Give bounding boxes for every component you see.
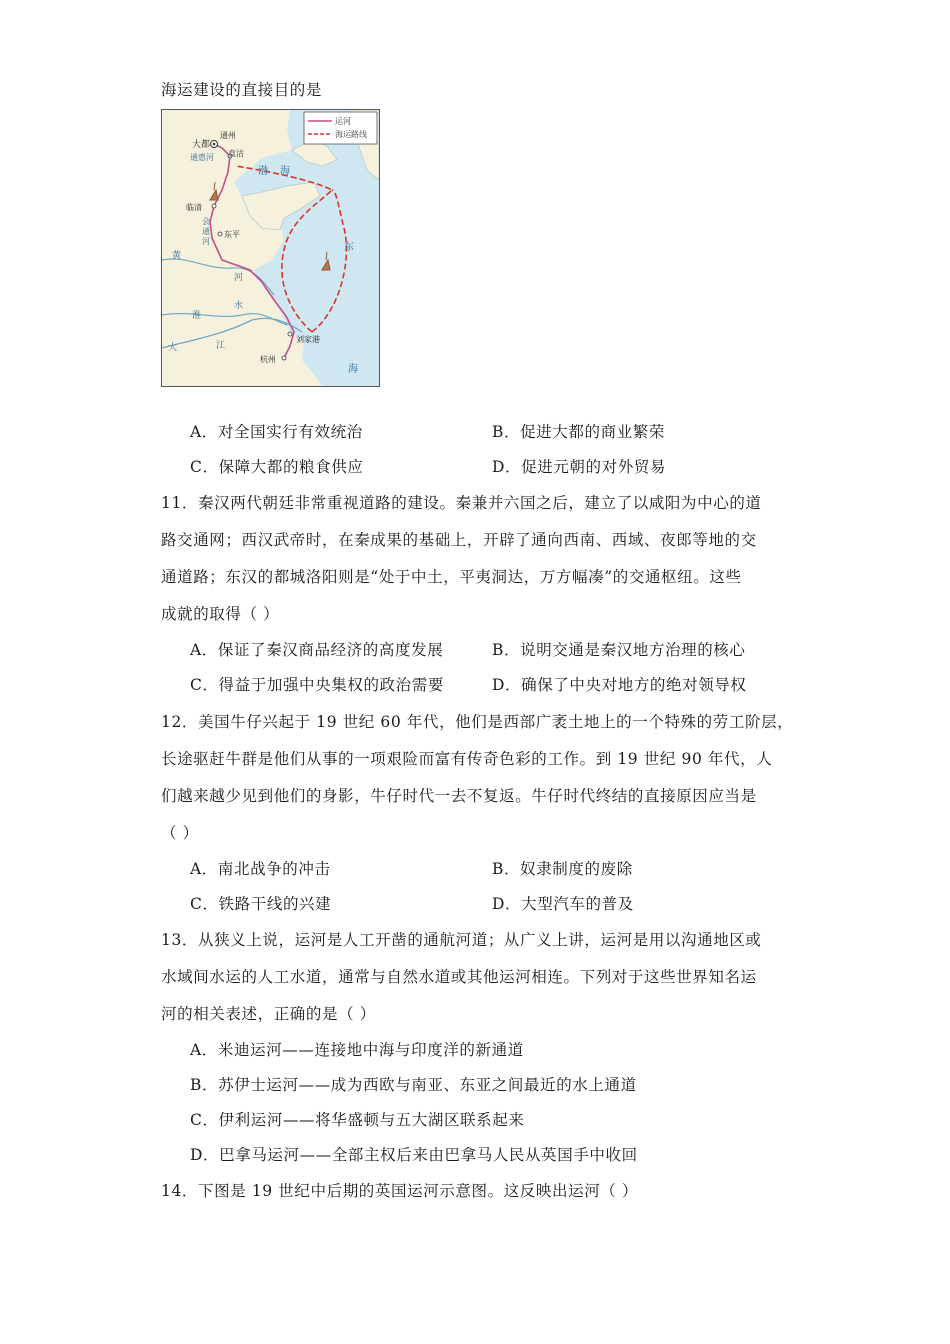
city-marker [218, 232, 222, 236]
label-he: 河 [234, 273, 244, 283]
q11-option-b: B．说明交通是秦汉地方治理的核心 [492, 641, 746, 659]
label-hangzhou: 杭州 [260, 355, 276, 364]
label-linqing: 临清 [186, 203, 202, 212]
q13-stem-line: 河的相关表述，正确的是（ ） [161, 1005, 376, 1023]
q13-option-d: D．巴拿马运河——全部主权后来由巴拿马人民从英国手中收回 [190, 1146, 638, 1164]
q12-option-d: D．大型汽车的普及 [492, 895, 634, 913]
q11-option-a: A．保证了秦汉商品经济的高度发展 [190, 641, 444, 659]
q13-stem-line: 13．从狭义上说，运河是人工开凿的通航河道；从广义上讲，运河是用以沟通地区或 [161, 931, 762, 949]
ship-icon [210, 182, 218, 200]
label-tongzhou: 通州 [220, 131, 236, 140]
label-dadu: 大都 [192, 140, 211, 150]
city-marker [282, 356, 286, 360]
label-liujiagang: 刘家港 [296, 335, 320, 344]
label-da: 大 [168, 343, 178, 353]
city-marker [288, 332, 292, 336]
label-huitong-1: 会 [202, 217, 210, 226]
city-marker [212, 204, 216, 208]
label-bohai-1: 渤 [258, 166, 268, 177]
q11-stem-line: 通道路；东汉的都城洛阳则是“处于中土，平夷洞达，万方幅凑”的交通枢纽。这些 [161, 568, 742, 586]
question-10-stem: 海运建设的直接目的是 [161, 81, 323, 99]
q12-stem-line: 们越来越少见到他们的身影，牛仔时代一去不复返。牛仔时代终结的直接原因应当是 [161, 787, 757, 805]
q10-option-b: B．促进大都的商业繁荣 [492, 423, 665, 441]
label-dongping: 东平 [224, 230, 240, 239]
yuan-canal-sea-route-map [161, 109, 380, 387]
q10-option-d: D．促进元朝的对外贸易 [492, 458, 667, 476]
q11-stem-line: 路交通网；西汉武帝时，在秦成果的基础上，开辟了通向西南、西域、夜郎等地的交 [161, 531, 757, 549]
legend-route-label: 海运路线 [335, 130, 367, 139]
label-sea-bottom: 海 [348, 364, 358, 375]
legend-canal-label: 运河 [335, 117, 351, 126]
q12-option-b: B．奴隶制度的废除 [492, 860, 633, 878]
label-zhigu: 直沽 [228, 149, 244, 158]
label-tonghui-river: 通惠河 [190, 153, 214, 162]
label-dong: 东 [344, 242, 354, 253]
label-huang: 黄 [172, 251, 182, 261]
label-huitong-3: 河 [202, 237, 210, 246]
q11-option-d: D．确保了中央对地方的绝对领导权 [492, 676, 747, 694]
label-jiang: 江 [216, 341, 226, 351]
label-huai: 淮 [192, 311, 202, 321]
q12-stem-line: 12．美国牛仔兴起于 19 世纪 60 年代，他们是西部广袤土地上的一个特殊的劳工阶层， [161, 713, 794, 731]
q11-stem-line: 成就的取得（ ） [161, 605, 280, 623]
label-shui: 水 [234, 301, 244, 311]
q13-option-a: A．米迪运河——连接地中海与印度洋的新通道 [190, 1041, 524, 1059]
q10-option-a: A．对全国实行有效统治 [190, 423, 363, 441]
q13-stem-line: 水域间水运的人工水道，通常与自然水道或其他运河相连。下列对于这些世界知名运 [161, 968, 757, 986]
q12-option-a: A．南北战争的冲击 [190, 860, 331, 878]
label-huitong-2: 通 [202, 227, 210, 236]
q11-stem-line: 11．秦汉两代朝廷非常重视道路的建设。秦兼并六国之后，建立了以咸阳为中心的道 [161, 494, 762, 512]
q14-stem-line: 14．下图是 19 世纪中后期的英国运河示意图。这反映出运河（ ） [161, 1182, 639, 1200]
q12-stem-line: 长途驱赶牛群是他们从事的一项艰险而富有传奇色彩的工作。到 19 世纪 90 年代，人 [161, 750, 773, 768]
huai-river [162, 314, 287, 325]
q13-option-b: B．苏伊士运河——成为西欧与南亚、东亚之间最近的水上通道 [190, 1076, 637, 1094]
q12-option-c: C．铁路干线的兴建 [190, 895, 332, 913]
q13-option-c: C．伊利运河——将华盛顿与五大湖区联系起来 [190, 1111, 525, 1129]
q10-option-c: C．保障大都的粮食供应 [190, 458, 364, 476]
q12-stem-line: （ ） [161, 824, 199, 842]
q11-option-c: C．得益于加强中央集权的政治需要 [190, 676, 444, 694]
label-bohai-2: 海 [280, 166, 290, 177]
